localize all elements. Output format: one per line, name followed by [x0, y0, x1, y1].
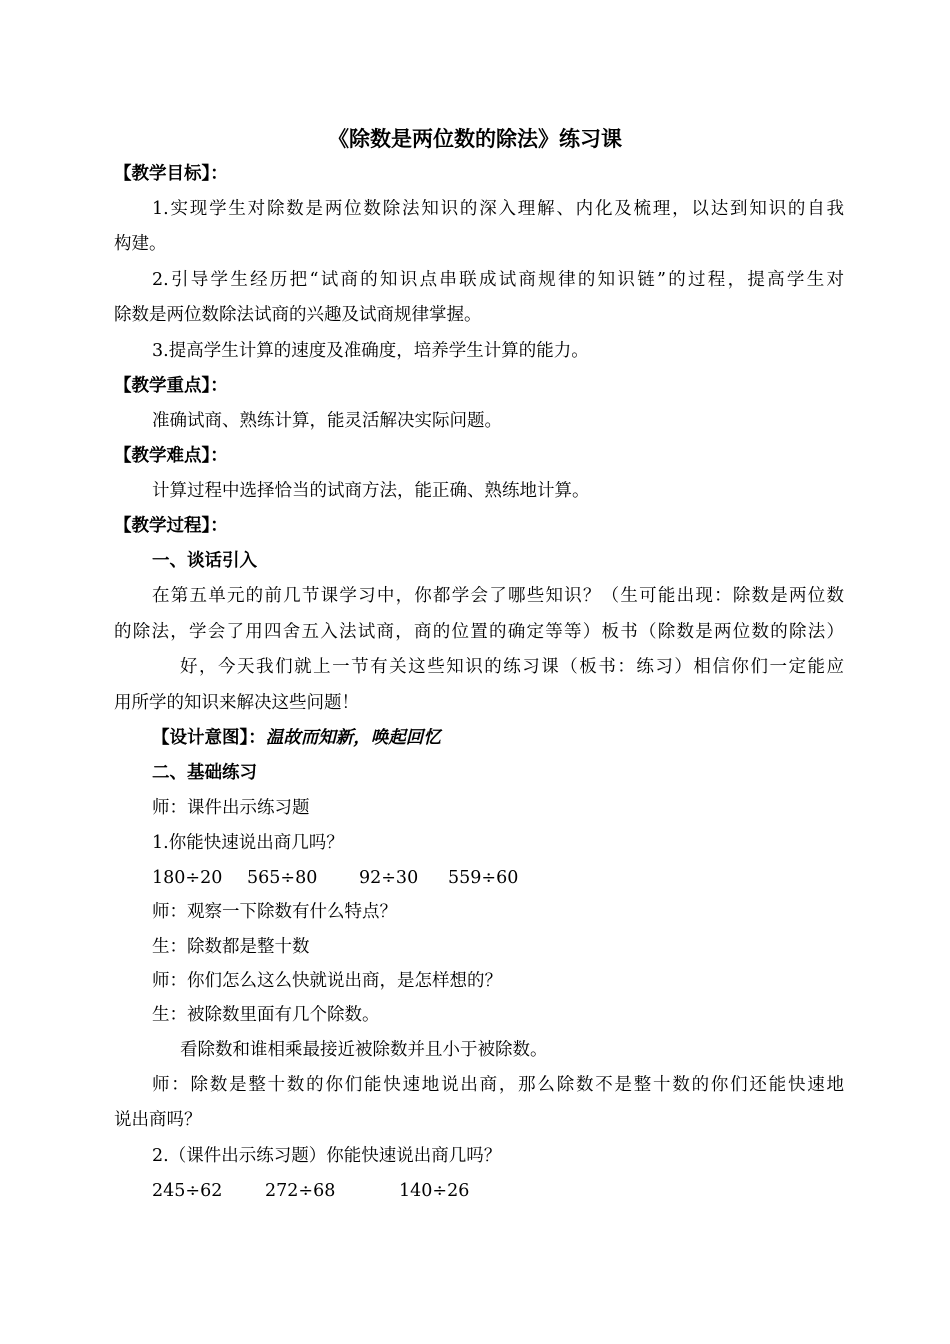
objective-2-line-2: 除数是两位数除法试商的兴趣及试商规律掌握。 — [114, 305, 482, 325]
section-2-title: 二、基础练习 — [152, 763, 257, 783]
expression: 140÷26 — [399, 1181, 470, 1201]
objective-3: 3.提高学生计算的速度及准确度，培养学生计算的能力。 — [152, 341, 589, 361]
expression: 92÷30 — [359, 868, 419, 888]
section-1-p1-line-1: 在第五单元的前几节课学习中，你都学会了哪些知识？（生可能出现：除数是两位数 — [152, 586, 844, 606]
section-2-line-1: 师：课件出示练习题 — [152, 798, 310, 818]
objective-1-line-1: 1.实现学生对除数是两位数除法知识的深入理解、内化及梳理，以达到知识的自我 — [152, 199, 844, 219]
design-intent-text: 温故而知新，唤起回忆 — [265, 728, 441, 748]
expression: 272÷68 — [265, 1181, 336, 1201]
section-2-line-7: 看除数和谁相乘最接近被除数并且小于被除数。 — [180, 1040, 548, 1060]
section-2-line-8b: 说出商吗？ — [114, 1110, 202, 1130]
document-title: 《除数是两位数的除法》练习课 — [328, 126, 622, 151]
section-1-p1-line-2: 的除法，学会了用四舍五入法试商，商的位置的确定等等）板书（除数是两位数的除法） — [114, 622, 844, 642]
objective-1-line-2: 构建。 — [114, 234, 167, 254]
design-intent-label: 【设计意图】： — [152, 728, 266, 748]
expression: 559÷60 — [448, 868, 519, 888]
section-2-line-9: 2.（课件出示练习题）你能快速说出商几吗？ — [152, 1146, 502, 1166]
section-1-title: 一、谈话引入 — [152, 551, 257, 571]
section-2-line-6: 生：被除数里面有几个除数。 — [152, 1005, 380, 1025]
expression-row-2 — [152, 1179, 844, 1203]
expression: 565÷80 — [247, 868, 318, 888]
objectives-heading: 【教学目标】： — [114, 164, 228, 184]
section-2-line-5: 师：你们怎么这么快就说出商，是怎样想的？ — [152, 971, 502, 991]
key-points-heading: 【教学重点】： — [114, 376, 228, 396]
process-heading: 【教学过程】： — [114, 516, 228, 536]
expression: 180÷20 — [152, 868, 223, 888]
expression: 245÷62 — [152, 1181, 223, 1201]
difficulties-text: 计算过程中选择恰当的试商方法，能正确、熟练地计算。 — [152, 481, 590, 501]
key-points-text: 准确试商、熟练计算，能灵活解决实际问题。 — [152, 411, 502, 431]
design-intent — [152, 726, 844, 750]
section-2-line-4: 生：除数都是整十数 — [152, 937, 310, 957]
expression-row-1 — [152, 866, 844, 890]
section-1-p2-line-1: 好，今天我们就上一节有关这些知识的练习课（板书：练习）相信你们一定能应 — [180, 657, 844, 677]
section-2-line-2: 1.你能快速说出商几吗？ — [152, 833, 344, 853]
objective-2-line-1: 2.引导学生经历把“试商的知识点串联成试商规律的知识链”的过程，提高学生对 — [152, 270, 844, 290]
section-2-line-3: 师：观察一下除数有什么特点？ — [152, 902, 397, 922]
difficulties-heading: 【教学难点】： — [114, 446, 228, 466]
section-2-line-8a: 师：除数是整十数的你们能快速地说出商，那么除数不是整十数的你们还能快速地 — [152, 1075, 844, 1095]
section-1-p2-line-2: 用所学的知识来解决这些问题！ — [114, 693, 359, 713]
